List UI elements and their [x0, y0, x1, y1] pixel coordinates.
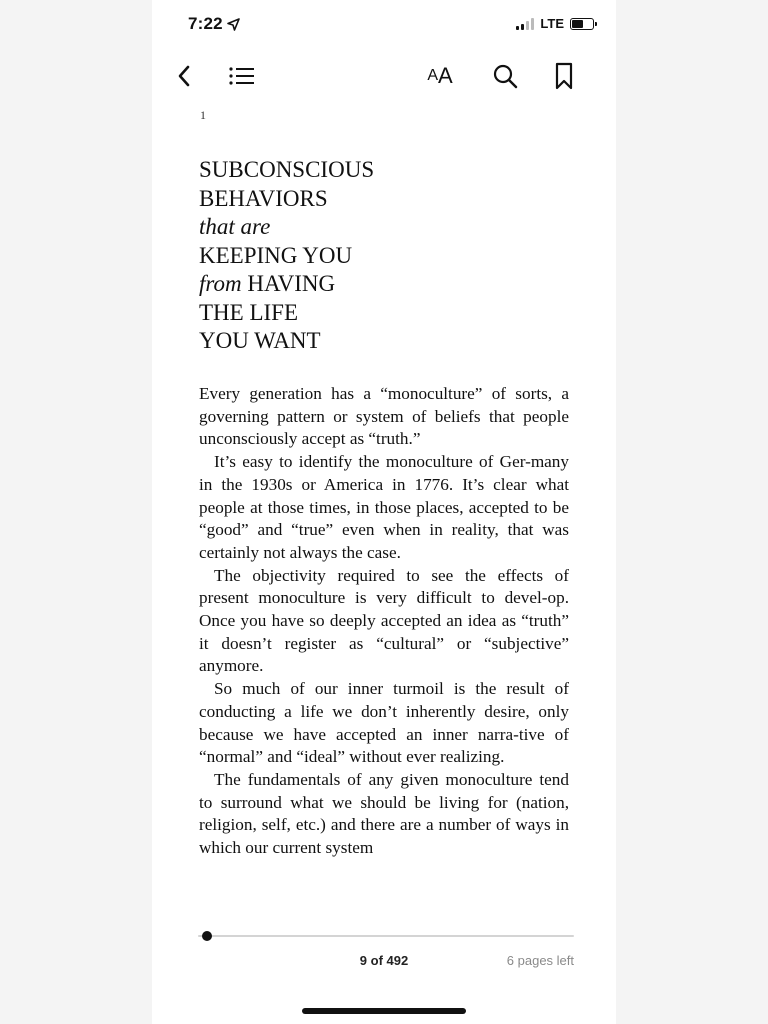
- bookmark-icon: [554, 62, 574, 90]
- network-label: LTE: [540, 16, 564, 31]
- reader-screen: [152, 0, 616, 1024]
- back-button[interactable]: [170, 58, 198, 94]
- pages-left: 6 pages left: [506, 953, 574, 968]
- signal-icon: [516, 18, 534, 30]
- font-settings-button[interactable]: [420, 58, 460, 94]
- list-icon: [229, 66, 255, 86]
- bookmark-button[interactable]: [550, 58, 578, 94]
- search-icon: [492, 63, 518, 89]
- reading-progress-slider[interactable]: [198, 931, 574, 941]
- progress-track: [198, 935, 574, 937]
- right-backdrop: [616, 0, 768, 1024]
- paragraph: So much of our inner turmoil is the result of conducting a life we don’t inherently desire, only because we have accepted an inner narra-tive of “normal” and “ideal” without ever realizing.: [199, 679, 569, 767]
- font-big-label: A: [437, 63, 453, 88]
- title-line-mixed: from HAVING: [199, 271, 336, 296]
- progress-knob[interactable]: [202, 931, 212, 941]
- home-indicator[interactable]: [302, 1008, 466, 1014]
- font-small-label: A: [427, 67, 438, 84]
- location-arrow-icon: [227, 18, 240, 31]
- paragraph: The fundamentals of any given monoculture tend to surround what we should be living for (nation, religion, self, etc.) and there are a number of ways in which our current system: [199, 769, 569, 858]
- paragraph: Every generation has a “monoculture” of sorts, a governing pattern or system of beliefs that people unconsciously accept as “truth.”: [199, 384, 569, 449]
- book-body-text: [199, 383, 569, 860]
- chevron-left-icon: [176, 64, 192, 88]
- title-line: KEEPING YOU: [199, 242, 353, 268]
- search-button[interactable]: [490, 58, 520, 94]
- page-count: 9 of 492: [359, 953, 409, 968]
- paragraph: It’s easy to identify the monoculture of Ger-many in the 1930s or America in 1776. It’s clear what people at those times, in those places, accepted to be “good” and “true” even when in reality, that was certainly not always the case.: [199, 452, 569, 562]
- chapter-title: [199, 156, 374, 356]
- reader-toolbar: [152, 58, 616, 94]
- page-number: 1: [200, 108, 206, 122]
- paragraph: The objectivity required to see the effects of present monoculture is very difficult to devel-op. Once you have so deeply accepted an idea as “truth” it doesn’t register as “cultural” or “subjective” anymore.: [199, 565, 569, 676]
- title-line: YOU WANT: [199, 328, 321, 353]
- battery-icon: [570, 18, 594, 30]
- status-time: 7:22: [188, 14, 240, 34]
- title-line: THE LIFE: [199, 299, 299, 325]
- title-line: BEHAVIORS: [199, 185, 328, 211]
- status-right: [516, 16, 594, 31]
- left-backdrop: [0, 0, 152, 1024]
- title-line: SUBCONSCIOUS: [199, 157, 375, 182]
- title-line-italic: that are: [199, 214, 271, 239]
- table-of-contents-button[interactable]: [226, 58, 258, 94]
